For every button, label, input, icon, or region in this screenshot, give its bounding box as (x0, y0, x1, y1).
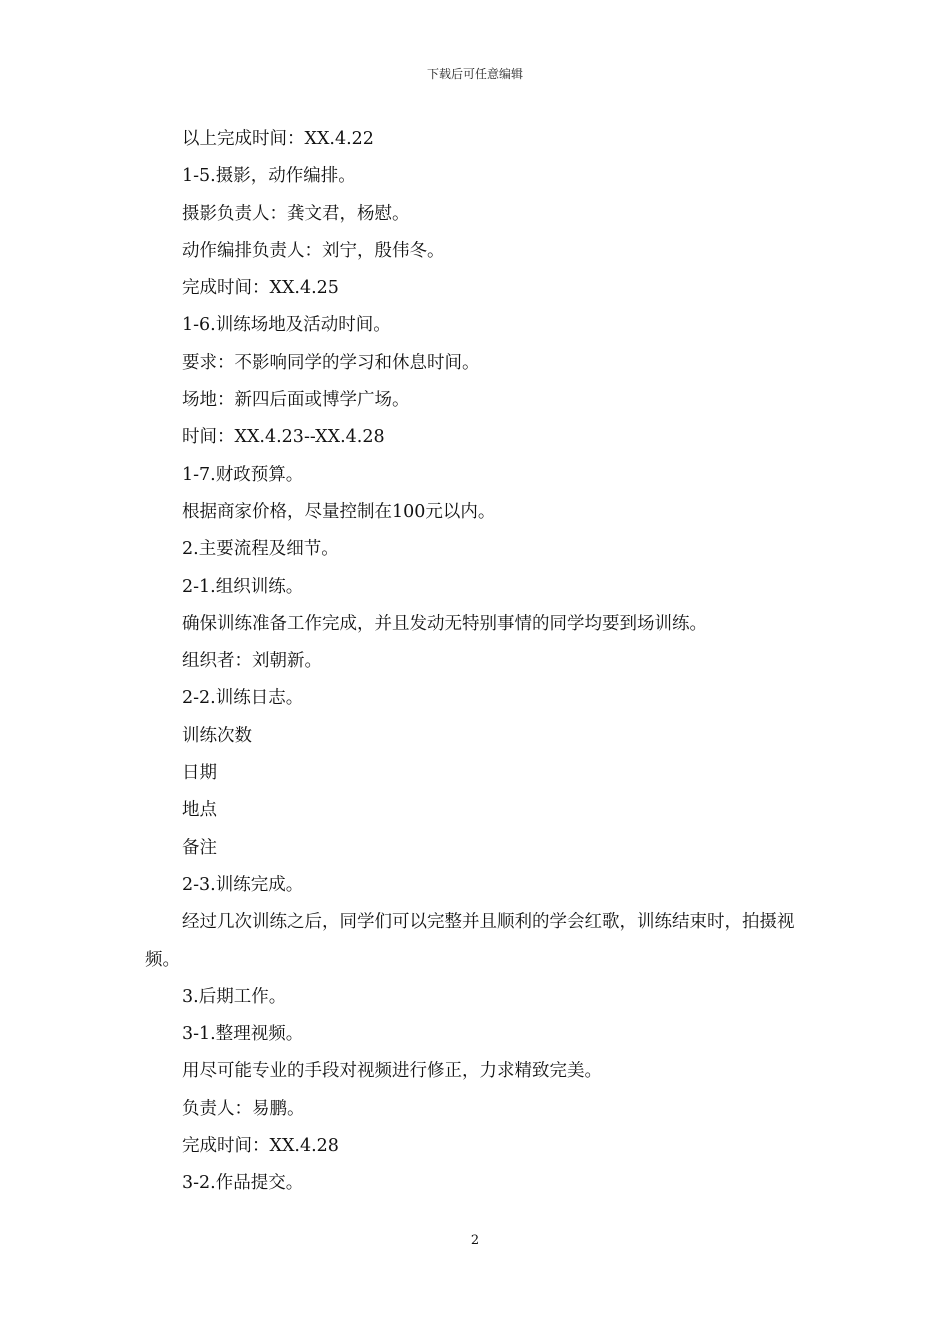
paragraph: 确保训练准备工作完成，并且发动无特别事情的同学均要到场训练。 (182, 613, 707, 634)
page-header: 下载后可任意编辑 (426, 67, 523, 81)
paragraph: 负责人：易鹏。 (182, 1098, 305, 1119)
paragraph: 根据商家价格，尽量控制在100元以内。 (182, 501, 496, 522)
section-heading: 1-6.训练场地及活动时间。 (182, 315, 391, 336)
paragraph: 用尽可能专业的手段对视频进行修正，力求精致完美。 (182, 1061, 602, 1082)
page-number: 2 (470, 1233, 480, 1248)
section-heading: 3.后期工作。 (182, 986, 287, 1007)
log-field-label: 备注 (182, 837, 217, 858)
section-heading: 2-1.组织训练。 (182, 576, 304, 597)
paragraph: 以上完成时间：XX.4.22 (182, 129, 374, 149)
section-heading: 1-7.财政预算。 (182, 464, 304, 485)
paragraph: 组织者：刘朝新。 (182, 651, 322, 672)
paragraph: 完成时间：XX.4.25 (182, 278, 339, 299)
paragraph: 时间：XX.4.23--XX.4.28 (182, 427, 385, 448)
section-heading: 3-1.整理视频。 (182, 1024, 304, 1045)
section-heading: 3-2.作品提交。 (182, 1173, 304, 1194)
section-heading: 1-5.摄影，动作编排。 (182, 166, 356, 187)
paragraph: 场地：新四后面或博学广场。 (182, 390, 410, 411)
log-field-label: 日期 (182, 763, 217, 784)
log-field-label: 训练次数 (182, 725, 252, 746)
document-body (145, 121, 815, 1203)
log-field-label: 地点 (182, 800, 217, 821)
section-heading: 2-3.训练完成。 (182, 874, 304, 895)
section-heading: 2-2.训练日志。 (182, 688, 304, 709)
section-heading: 2.主要流程及细节。 (182, 539, 339, 560)
paragraph: 要求：不影响同学的学习和休息时间。 (182, 352, 480, 373)
paragraph: 动作编排负责人：刘宁，殷伟冬。 (182, 240, 445, 261)
paragraph: 经过几次训练之后，同学们可以完整并且顺利的学会红歌，训练结束时，拍摄视频。 (145, 912, 795, 970)
paragraph: 完成时间：XX.4.28 (182, 1136, 339, 1157)
paragraph: 摄影负责人：龚文君，杨慰。 (182, 203, 410, 224)
